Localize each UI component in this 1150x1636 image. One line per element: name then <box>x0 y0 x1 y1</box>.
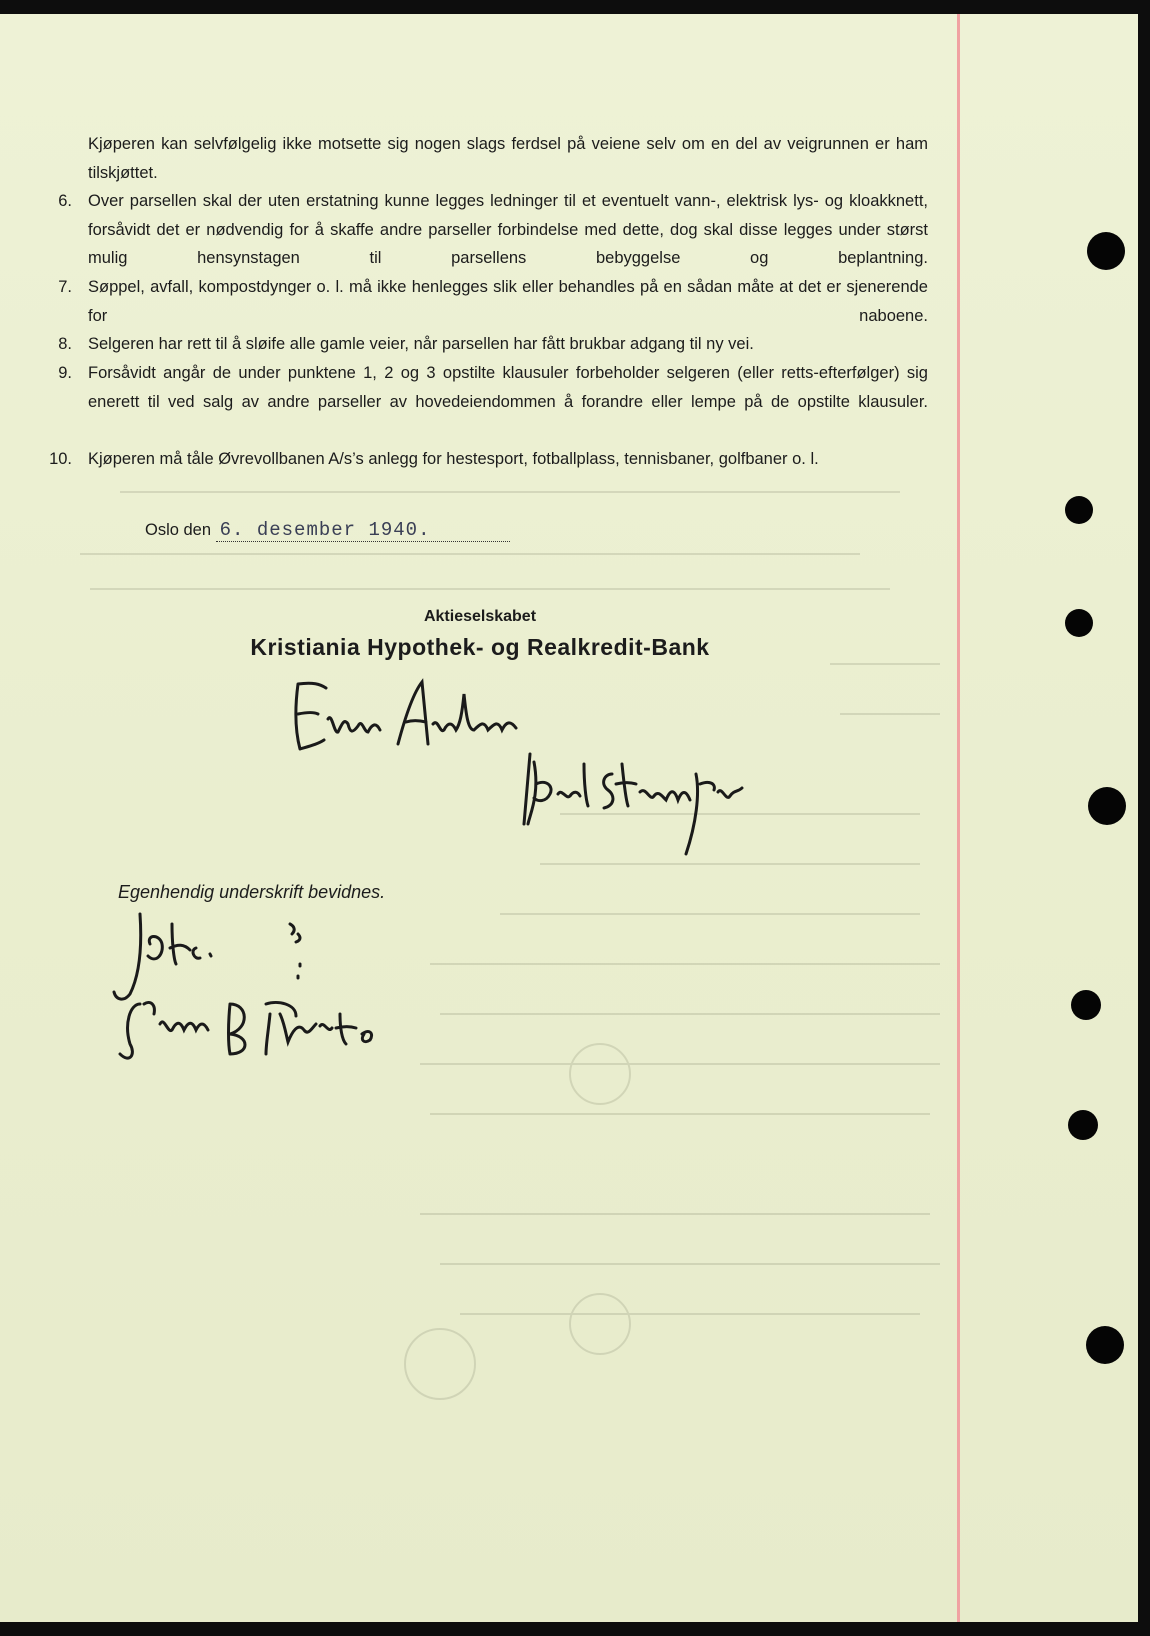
date-prefix: Oslo den <box>145 521 212 539</box>
clause-6-text: Over parsellen skal der uten erstatning kunne legges ledninger til et eventuelt vann-, elektrisk lys- og kloakknett, forsåvidt det er nødvendig for å skaffe andre parseller forbindelse med dette, dog skal disse legges under størst mulig hensynstagen til parsellens bebyggelse og beplantning. <box>88 192 928 267</box>
clause-9-number: 9. <box>58 364 72 382</box>
clause-10-text: Kjøperen må tåle Øvrevollbanen A/s’s anlegg for hestesport, fotballplass, tennisbaner, golfbaner o. l. <box>88 450 819 468</box>
binder-hole <box>1088 787 1126 825</box>
company-type: Aktieselskabet <box>423 608 537 625</box>
binder-hole <box>1071 990 1101 1020</box>
document-page <box>0 14 1138 1622</box>
signature-witnesses <box>100 904 440 1074</box>
clause-8-number: 8. <box>58 335 72 353</box>
binder-hole <box>1065 496 1093 524</box>
clause-8-text: Selgeren har rett til å sløife alle gamle veier, når parsellen har fått brukbar adgang til ny vei. <box>88 335 754 353</box>
company-name: Kristiania Hypothek- og Realkredit-Bank <box>250 634 710 660</box>
binder-hole <box>1086 1326 1124 1364</box>
date-value: 6. desember 1940. <box>216 519 510 542</box>
clause-7-text: Søppel, avfall, kompostdynger o. l. må ikke henlegges slik eller behandles på en sådan måte at det er sjenerende for naboene. <box>88 278 928 325</box>
intro-paragraph: Kjøperen kan selvfølgelig ikke motsette sig nogen slags ferdsel på veiene selv om en del av veigrunnen er ham tilskjøttet. <box>88 135 928 182</box>
witness-statement: Egenhendig underskrift bevidnes. <box>118 882 386 902</box>
binder-hole <box>1068 1110 1098 1140</box>
clause-10-number: 10. <box>49 450 72 468</box>
clause-6-number: 6. <box>58 192 72 210</box>
signature-per-stromsholm <box>500 744 780 874</box>
clause-9-text: Forsåvidt angår de under punktene 1, 2 og 3 opstilte klausuler forbeholder selgeren (eller retts-efterfølger) sig enerett til ved salg av andre parseller av hovedeiendommen å forandre eller lempe på de opstilte klausuler. <box>88 364 928 411</box>
binder-hole <box>1065 609 1093 637</box>
binder-hole <box>1087 232 1125 270</box>
date-line <box>145 519 510 542</box>
clause-7-number: 7. <box>58 278 72 296</box>
